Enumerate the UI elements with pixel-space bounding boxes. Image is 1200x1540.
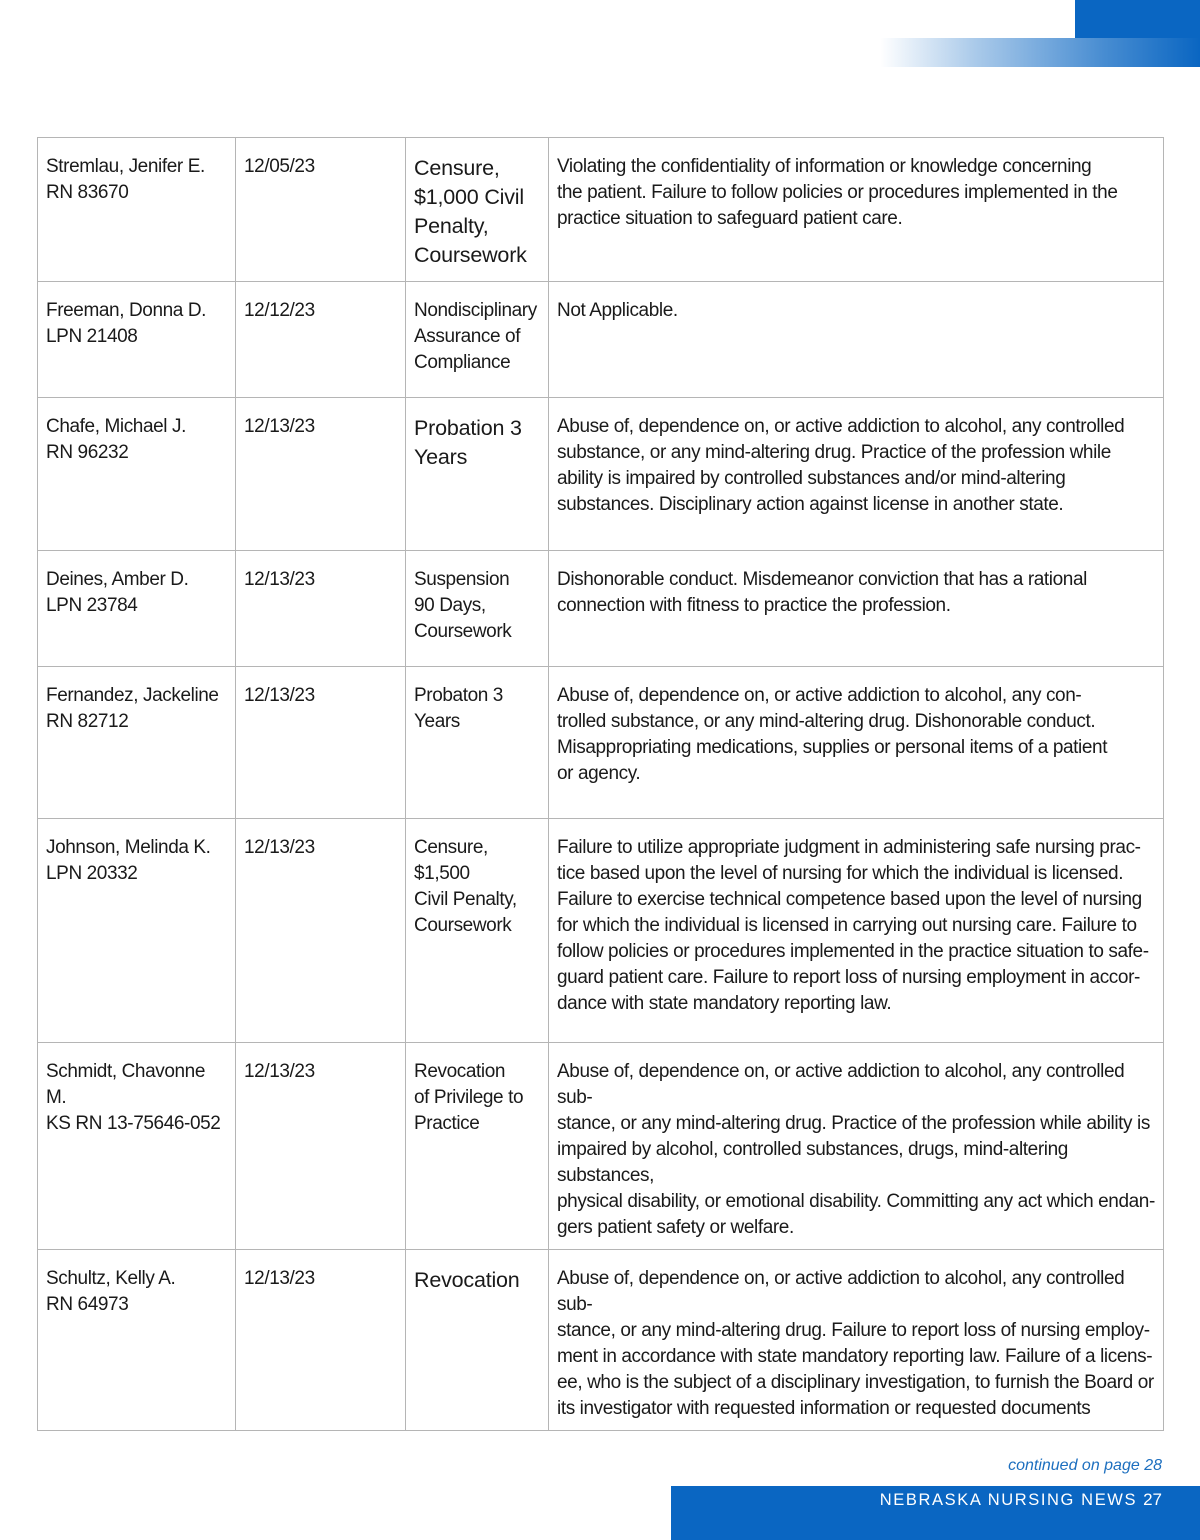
action-line: Coursework — [414, 915, 512, 936]
violation-line: ee, who is the subject of a disciplinary investigation, to furnish the Board or — [557, 1372, 1154, 1393]
license-number: RN 83670 — [46, 182, 129, 203]
licensee-cell — [38, 138, 236, 282]
action-line: Nondisciplinary — [414, 300, 537, 321]
violation-line: Failure to exercise technical competence based upon the level of nursing — [557, 889, 1142, 910]
publication-title: NEBRASKA NURSING NEWS — [879, 1491, 1138, 1509]
license-number: KS RN 13-75646-052 — [46, 1113, 221, 1134]
licensee-cell — [38, 1250, 236, 1431]
licensee-name: Fernandez, Jackeline — [46, 685, 219, 706]
date-cell: 12/05/23 — [236, 138, 406, 282]
date-cell: 12/13/23 — [236, 398, 406, 551]
action-line: Civil Penalty, — [414, 889, 517, 910]
action-line: Suspension — [414, 569, 510, 590]
action-cell — [406, 551, 549, 667]
licensee-cell — [38, 667, 236, 819]
licensee-name: Johnson, Melinda K. — [46, 837, 211, 858]
violation-line: Not Applicable. — [557, 300, 678, 321]
violation-line: physical disability, or emotional disability. Committing any act which endan- — [557, 1191, 1155, 1212]
violation-cell — [549, 819, 1164, 1043]
licensee-name: Freeman, Donna D. — [46, 300, 207, 321]
action-line: Years — [414, 711, 460, 732]
table-row — [38, 819, 1164, 1043]
action-line: Penalty, — [414, 214, 489, 238]
license-number: LPN 21408 — [46, 326, 138, 347]
table-row — [38, 398, 1164, 551]
violation-line: Misappropriating medications, supplies or personal items of a patient — [557, 737, 1108, 758]
licensee-cell — [38, 282, 236, 398]
violation-line: Abuse of, dependence on, or active addiction to alcohol, any controlled sub- — [557, 1061, 1125, 1108]
violation-line: Violating the confidentiality of information or knowledge concerning — [557, 156, 1092, 177]
violation-cell — [549, 667, 1164, 819]
action-cell — [406, 1250, 549, 1431]
violation-line: impaired by alcohol, controlled substances, drugs, mind-altering substances, — [557, 1139, 1068, 1186]
action-line: Years — [414, 445, 468, 469]
license-number: LPN 20332 — [46, 863, 138, 884]
violation-line: ment in accordance with state mandatory reporting law. Failure of a licens- — [557, 1346, 1153, 1367]
licensee-name: Stremlau, Jenifer E. — [46, 156, 205, 177]
action-cell — [406, 282, 549, 398]
action-cell — [406, 398, 549, 551]
violation-line: connection with fitness to practice the profession. — [557, 595, 951, 616]
action-cell — [406, 667, 549, 819]
table-row — [38, 667, 1164, 819]
table-row — [38, 1250, 1164, 1431]
violation-line: Abuse of, dependence on, or active addiction to alcohol, any controlled — [557, 416, 1125, 437]
licensee-name: Chafe, Michael J. — [46, 416, 186, 437]
continued-note[interactable]: continued on page 28 — [1008, 1457, 1162, 1474]
action-line: Assurance of — [414, 326, 521, 347]
violation-line: practice situation to safeguard patient care. — [557, 208, 903, 229]
violation-line: follow policies or procedures implemented in the practice situation to safe- — [557, 941, 1149, 962]
date-cell: 12/13/23 — [236, 1043, 406, 1250]
action-line: Revocation — [414, 1268, 520, 1292]
action-line: Censure, — [414, 156, 500, 180]
violation-line: Abuse of, dependence on, or active addiction to alcohol, any con- — [557, 685, 1082, 706]
violation-line: Failure to utilize appropriate judgment in administering safe nursing prac- — [557, 837, 1141, 858]
violation-cell — [549, 138, 1164, 282]
action-line: Probation 3 — [414, 416, 522, 440]
action-cell — [406, 138, 549, 282]
violation-cell — [549, 282, 1164, 398]
action-line: of Privilege to — [414, 1087, 524, 1108]
action-line: $1,000 Civil — [414, 185, 524, 209]
table-row — [38, 551, 1164, 667]
action-line: Practice — [414, 1113, 480, 1134]
action-line: Censure, $1,500 — [414, 837, 488, 884]
license-number: RN 96232 — [46, 442, 129, 463]
violation-line: gers patient safety or welfare. — [557, 1217, 794, 1238]
date-cell: 12/12/23 — [236, 282, 406, 398]
action-cell — [406, 1043, 549, 1250]
date-cell: 12/13/23 — [236, 551, 406, 667]
violation-cell — [549, 1250, 1164, 1431]
violation-line: its investigator with requested information or requested documents — [557, 1398, 1091, 1419]
license-number: LPN 23784 — [46, 595, 138, 616]
violation-line: dance with state mandatory reporting law. — [557, 993, 892, 1014]
violation-line: substance, or any mind-altering drug. Practice of the profession while — [557, 442, 1111, 463]
licensee-cell — [38, 819, 236, 1043]
violation-line: tice based upon the level of nursing for which the individual is licensed. — [557, 863, 1124, 884]
table-row — [38, 138, 1164, 282]
date-cell: 12/13/23 — [236, 1250, 406, 1431]
date-cell: 12/13/23 — [236, 819, 406, 1043]
licensee-cell — [38, 551, 236, 667]
table-row — [38, 282, 1164, 398]
footer-text — [880, 1490, 1162, 1510]
licensee-cell — [38, 398, 236, 551]
page-number: 27 — [1143, 1490, 1162, 1509]
violation-line: Dishonorable conduct. Misdemeanor conviction that has a rational — [557, 569, 1087, 590]
violation-line: trolled substance, or any mind-altering drug. Dishonorable conduct. — [557, 711, 1096, 732]
violation-cell — [549, 1043, 1164, 1250]
licensee-cell — [38, 1043, 236, 1250]
violation-line: stance, or any mind-altering drug. Failure to report loss of nursing employ- — [557, 1320, 1150, 1341]
violation-cell — [549, 551, 1164, 667]
violation-line: for which the individual is licensed in carrying out nursing care. Failure to — [557, 915, 1137, 936]
action-line: Coursework — [414, 621, 512, 642]
licensee-name: Deines, Amber D. — [46, 569, 189, 590]
action-line: Compliance — [414, 352, 511, 373]
violation-line: substances. Disciplinary action against license in another state. — [557, 494, 1064, 515]
header-gradient-bar — [880, 38, 1200, 67]
violation-line: the patient. Failure to follow policies or procedures implemented in the — [557, 182, 1118, 203]
license-number: RN 82712 — [46, 711, 129, 732]
action-cell — [406, 819, 549, 1043]
action-line: Coursework — [414, 243, 527, 267]
date-cell: 12/13/23 — [236, 667, 406, 819]
violation-line: guard patient care. Failure to report loss of nursing employment in accor- — [557, 967, 1140, 988]
action-line: Probaton 3 — [414, 685, 503, 706]
action-line: 90 Days, — [414, 595, 486, 616]
violation-line: Abuse of, dependence on, or active addiction to alcohol, any controlled sub- — [557, 1268, 1125, 1315]
violation-cell — [549, 398, 1164, 551]
action-line: Revocation — [414, 1061, 506, 1082]
licensee-name: Schmidt, Chavonne M. — [46, 1061, 206, 1108]
violation-line: ability is impaired by controlled substances and/or mind-altering — [557, 468, 1066, 489]
license-number: RN 64973 — [46, 1294, 129, 1315]
disciplinary-actions-table — [37, 137, 1164, 1431]
violation-line: stance, or any mind-altering drug. Practice of the profession while ability is — [557, 1113, 1150, 1134]
table-row — [38, 1043, 1164, 1250]
violation-line: or agency. — [557, 763, 641, 784]
footer-bar — [671, 1486, 1200, 1540]
licensee-name: Schultz, Kelly A. — [46, 1268, 176, 1289]
header-corner-block — [1075, 0, 1200, 38]
